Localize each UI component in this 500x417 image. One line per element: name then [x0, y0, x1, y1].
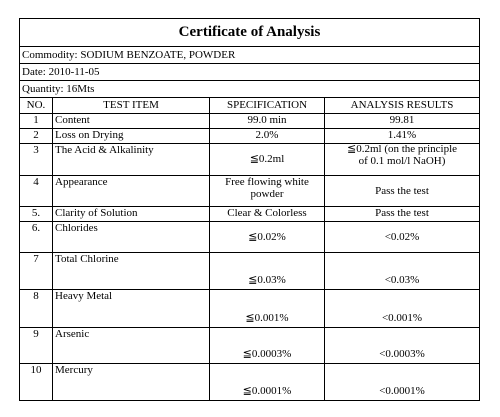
row-number: 7 — [20, 253, 53, 290]
commodity-row — [20, 47, 480, 64]
test-item: Total Chlorine — [53, 253, 210, 290]
header-row — [20, 98, 480, 114]
analysis-result: <0.0001% — [325, 364, 480, 401]
test-item: Arsenic — [53, 328, 210, 364]
row-number: 3 — [20, 144, 53, 176]
specification: ≦0.001% — [210, 290, 325, 328]
specification: 2.0% — [210, 129, 325, 144]
table-row — [20, 253, 480, 290]
specification: ≦0.0003% — [210, 328, 325, 364]
header-analysis-results: ANALYSIS RESULTS — [325, 98, 480, 114]
header-test-item: TEST ITEM — [53, 98, 210, 114]
header-no: NO. — [20, 98, 53, 114]
header-specification: SPECIFICATION — [210, 98, 325, 114]
table-row — [20, 144, 480, 176]
test-item: Mercury — [53, 364, 210, 401]
analysis-result: 99.81 — [325, 114, 480, 129]
table-row — [20, 364, 480, 401]
test-item: Clarity of Solution — [53, 207, 210, 222]
row-number: 8 — [20, 290, 53, 328]
test-item: Chlorides — [53, 222, 210, 253]
row-number: 5. — [20, 207, 53, 222]
quantity-field: Quantity: 16Mts — [20, 81, 480, 98]
specification: ≦0.02% — [210, 222, 325, 253]
table-row — [20, 176, 480, 207]
specification: ≦0.2ml — [210, 144, 325, 176]
test-item: Heavy Metal — [53, 290, 210, 328]
table-row — [20, 290, 480, 328]
analysis-result-text — [347, 144, 457, 167]
date-field: Date: 2010-11-05 — [20, 64, 480, 81]
specification: ≦0.03% — [210, 253, 325, 290]
certificate-title: Certificate of Analysis — [20, 19, 480, 47]
row-number: 9 — [20, 328, 53, 364]
date-row — [20, 64, 480, 81]
title-row — [20, 19, 480, 47]
analysis-result-line1: ≦0.2ml (on the principle — [346, 143, 458, 155]
row-number: 6. — [20, 222, 53, 253]
table-row — [20, 328, 480, 364]
specification: Free flowing white powder — [210, 176, 325, 207]
table-row — [20, 114, 480, 129]
row-number: 10 — [20, 364, 53, 401]
analysis-result — [325, 144, 480, 176]
analysis-result: <0.0003% — [325, 328, 480, 364]
analysis-result: Pass the test — [325, 176, 480, 207]
commodity-field: Commodity: SODIUM BENZOATE, POWDER — [20, 47, 480, 64]
test-item: Appearance — [53, 176, 210, 207]
analysis-result: Pass the test — [325, 207, 480, 222]
row-number: 2 — [20, 129, 53, 144]
analysis-result: 1.41% — [325, 129, 480, 144]
row-number: 4 — [20, 176, 53, 207]
test-item: Content — [53, 114, 210, 129]
analysis-result: <0.001% — [325, 290, 480, 328]
specification: Clear & Colorless — [210, 207, 325, 222]
certificate-table — [19, 18, 480, 401]
table-row — [20, 129, 480, 144]
specification: ≦0.0001% — [210, 364, 325, 401]
test-item: Loss on Drying — [53, 129, 210, 144]
test-item: The Acid & Alkalinity — [53, 144, 210, 176]
specification: 99.0 min — [210, 114, 325, 129]
row-number: 1 — [20, 114, 53, 129]
analysis-result: <0.03% — [325, 253, 480, 290]
analysis-result-line2: of 0.1 mol/l NaOH) — [358, 154, 446, 167]
table-row — [20, 207, 480, 222]
analysis-result: <0.02% — [325, 222, 480, 253]
quantity-row — [20, 81, 480, 98]
table-row — [20, 222, 480, 253]
